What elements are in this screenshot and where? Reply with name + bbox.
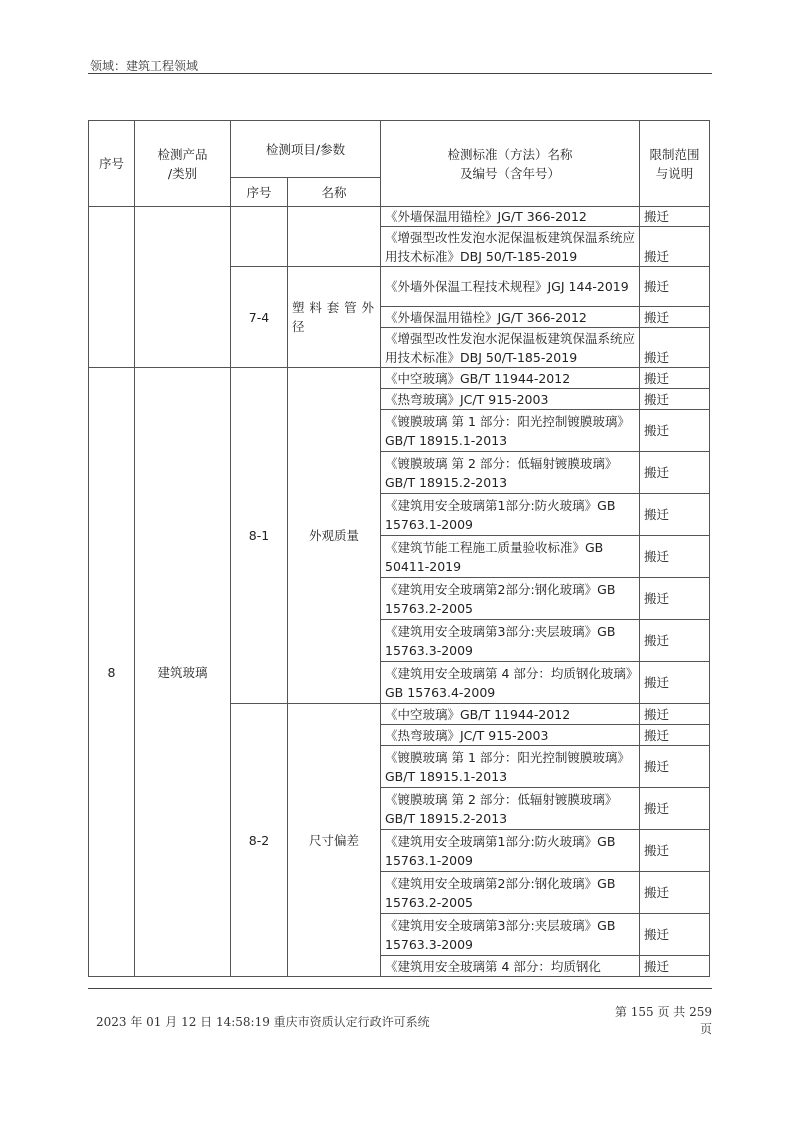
standard-cell: 《建筑节能工程施工质量验收标准》GB 50411-2019 <box>381 536 640 578</box>
limit-cell: 搬迁 <box>640 207 710 227</box>
item-seq-cell-continued <box>231 207 288 267</box>
standard-cell: 《外墙保温用锚栓》JG/T 366-2012 <box>381 207 640 227</box>
limit-cell: 搬迁 <box>640 368 710 389</box>
seq-cell-8: 8 <box>89 368 135 977</box>
standard-cell: 《镀膜玻璃 第 1 部分：阳光控制镀膜玻璃》GB/T 18915.1-2013 <box>381 746 640 788</box>
limit-cell: 搬迁 <box>640 452 710 494</box>
item-name-8-1: 外观质量 <box>288 368 381 704</box>
limit-cell: 搬迁 <box>640 830 710 872</box>
standard-cell: 《建筑用安全玻璃第2部分:钢化玻璃》GB 15763.2-2005 <box>381 578 640 620</box>
product-cell-continued <box>135 207 231 368</box>
limit-cell: 搬迁 <box>640 704 710 725</box>
footer-timestamp: 2023 年 01 月 12 日 14:58:19 重庆市资质认定行政许可系统 <box>96 1015 430 1029</box>
standard-cell: 《建筑用安全玻璃第 4 部分：均质钢化 <box>381 956 640 977</box>
header-item: 检测项目/参数 <box>231 121 381 178</box>
limit-cell: 搬迁 <box>640 914 710 956</box>
header-standard: 检测标准（方法）名称 及编号（含年号） <box>381 121 640 207</box>
standard-cell: 《外墙保温用锚栓》JG/T 366-2012 <box>381 307 640 328</box>
limit-cell: 搬迁 <box>640 746 710 788</box>
standard-cell: 《增强型改性发泡水泥保温板建筑保温系统应用技术标准》DBJ 50/T-185-2019 <box>381 328 640 368</box>
limit-cell: 搬迁 <box>640 494 710 536</box>
limit-cell: 搬迁 <box>640 227 710 267</box>
limit-cell: 搬迁 <box>640 725 710 746</box>
limit-cell: 搬迁 <box>640 328 710 368</box>
item-seq-8-1: 8-1 <box>231 368 288 704</box>
limit-cell: 搬迁 <box>640 956 710 977</box>
standard-cell: 《增强型改性发泡水泥保温板建筑保温系统应用技术标准》DBJ 50/T-185-2019 <box>381 227 640 267</box>
qualification-table <box>88 120 710 977</box>
header-product: 检测产品 /类别 <box>135 121 231 207</box>
header-item-seq: 序号 <box>231 178 288 207</box>
limit-cell: 搬迁 <box>640 788 710 830</box>
limit-cell: 搬迁 <box>640 307 710 328</box>
limit-cell: 搬迁 <box>640 662 710 704</box>
standard-cell: 《外墙外保温工程技术规程》JGJ 144-2019 <box>381 267 640 307</box>
standard-cell: 《建筑用安全玻璃第3部分:夹层玻璃》GB 15763.3-2009 <box>381 620 640 662</box>
limit-cell: 搬迁 <box>640 267 710 307</box>
limit-cell: 搬迁 <box>640 620 710 662</box>
standard-cell: 《建筑用安全玻璃第1部分:防火玻璃》GB 15763.1-2009 <box>381 494 640 536</box>
standard-cell: 《热弯玻璃》JC/T 915-2003 <box>381 389 640 410</box>
standard-cell: 《建筑用安全玻璃第2部分:钢化玻璃》GB 15763.2-2005 <box>381 872 640 914</box>
standard-cell: 《热弯玻璃》JC/T 915-2003 <box>381 725 640 746</box>
limit-cell: 搬迁 <box>640 536 710 578</box>
item-name-8-2: 尺寸偏差 <box>288 704 381 977</box>
header-seq: 序号 <box>89 121 135 207</box>
item-name-cell-continued <box>288 207 381 267</box>
item-seq-7-4: 7-4 <box>231 267 288 368</box>
standard-cell: 《建筑用安全玻璃第1部分:防火玻璃》GB 15763.1-2009 <box>381 830 640 872</box>
header-limit: 限制范围 与说明 <box>640 121 710 207</box>
item-name-7-4: 塑料套管外径 <box>288 267 381 368</box>
standard-cell: 《镀膜玻璃 第 2 部分：低辐射镀膜玻璃》GB/T 18915.2-2013 <box>381 788 640 830</box>
seq-cell-continued <box>89 207 135 368</box>
header-item-name: 名称 <box>288 178 381 207</box>
limit-cell: 搬迁 <box>640 389 710 410</box>
footer-rule <box>88 988 712 989</box>
product-cell-8: 建筑玻璃 <box>135 368 231 977</box>
standard-cell: 《建筑用安全玻璃第3部分:夹层玻璃》GB 15763.3-2009 <box>381 914 640 956</box>
standard-cell: 《镀膜玻璃 第 2 部分：低辐射镀膜玻璃》GB/T 18915.2-2013 <box>381 452 640 494</box>
standard-cell: 《镀膜玻璃 第 1 部分：阳光控制镀膜玻璃》GB/T 18915.1-2013 <box>381 410 640 452</box>
standard-cell: 《建筑用安全玻璃第 4 部分：均质钢化玻璃》GB 15763.4-2009 <box>381 662 640 704</box>
limit-cell: 搬迁 <box>640 578 710 620</box>
limit-cell: 搬迁 <box>640 872 710 914</box>
item-seq-8-2: 8-2 <box>231 704 288 977</box>
limit-cell: 搬迁 <box>640 410 710 452</box>
footer-page-number: 第 155 页 共 259 页 <box>614 1005 712 1036</box>
standard-cell: 《中空玻璃》GB/T 11944-2012 <box>381 704 640 725</box>
domain-header: 领域：建筑工程领域 <box>90 59 199 73</box>
header-rule <box>88 73 712 74</box>
standard-cell: 《中空玻璃》GB/T 11944-2012 <box>381 368 640 389</box>
